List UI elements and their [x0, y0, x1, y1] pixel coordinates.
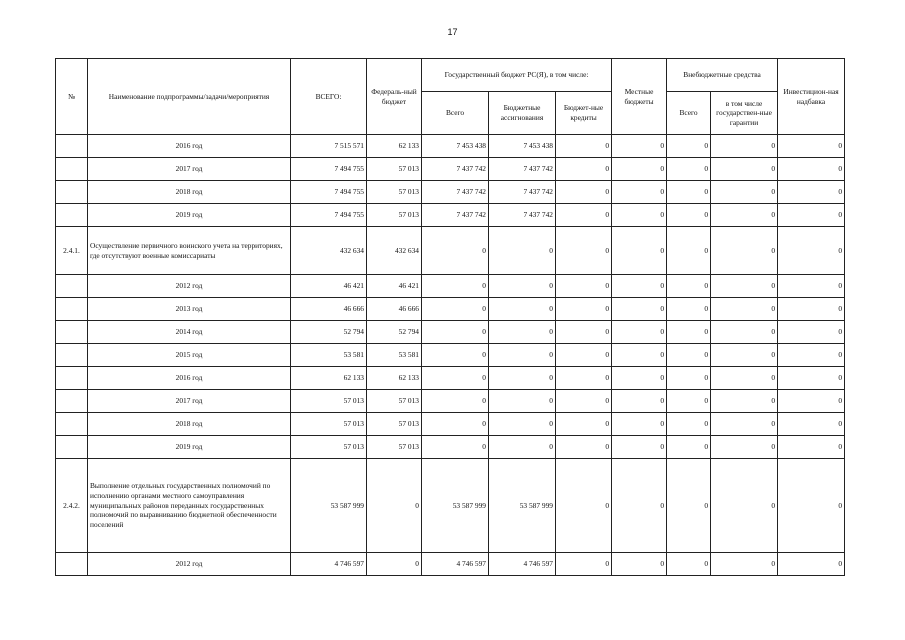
cell-allocations: 0 — [489, 367, 556, 390]
cell-allocations: 0 — [489, 390, 556, 413]
cell-federal: 46 421 — [367, 275, 422, 298]
cell-allocations: 53 587 999 — [489, 459, 556, 553]
cell-guarantees: 0 — [711, 413, 778, 436]
cell-investment: 0 — [778, 204, 845, 227]
cell-investment: 0 — [778, 436, 845, 459]
cell-investment: 0 — [778, 181, 845, 204]
cell-state-total: 4 746 597 — [422, 553, 489, 576]
cell-local: 0 — [612, 298, 667, 321]
cell-local: 0 — [612, 204, 667, 227]
cell-investment: 0 — [778, 298, 845, 321]
cell-state-total: 7 437 742 — [422, 158, 489, 181]
cell-total: 46 666 — [291, 298, 367, 321]
header-name: Наименование подпрограммы/задачи/мероприятия — [88, 59, 291, 135]
cell-federal: 57 013 — [367, 204, 422, 227]
cell-local: 0 — [612, 436, 667, 459]
cell-off-total: 0 — [667, 344, 711, 367]
cell-investment: 0 — [778, 344, 845, 367]
cell-total: 53 587 999 — [291, 459, 367, 553]
cell-state-total: 0 — [422, 436, 489, 459]
cell-name: 2018 год — [88, 413, 291, 436]
cell-credits: 0 — [556, 390, 612, 413]
cell-off-total: 0 — [667, 367, 711, 390]
cell-total: 52 794 — [291, 321, 367, 344]
header-investment: Инвестицион-ная надбавка — [778, 59, 845, 135]
cell-federal: 62 133 — [367, 135, 422, 158]
cell-name: Выполнение отдельных государственных полномочий по исполнению органами местного самоуправления муниципальных районов переданных государственных полномочий по выравниванию бюджетной обеспеченности поселений — [88, 459, 291, 553]
table-row — [56, 459, 845, 553]
table-row — [56, 321, 845, 344]
cell-total: 7 494 755 — [291, 204, 367, 227]
page-number: 17 — [447, 27, 458, 37]
table-row — [56, 204, 845, 227]
cell-total: 46 421 — [291, 275, 367, 298]
table-row — [56, 135, 845, 158]
header-local: Местные бюджеты — [612, 59, 667, 135]
cell-name: 2018 год — [88, 181, 291, 204]
cell-federal: 52 794 — [367, 321, 422, 344]
cell-state-total: 0 — [422, 344, 489, 367]
header-off-guarantees: в том числе государствен-ные гарантии — [711, 92, 778, 135]
cell-credits: 0 — [556, 413, 612, 436]
cell-local: 0 — [612, 135, 667, 158]
cell-name: 2012 год — [88, 553, 291, 576]
cell-credits: 0 — [556, 227, 612, 275]
cell-guarantees: 0 — [711, 181, 778, 204]
cell-name: Осуществление первичного воинского учета на территориях, где отсутствуют военные комиссариаты — [88, 227, 291, 275]
cell-local: 0 — [612, 158, 667, 181]
cell-off-total: 0 — [667, 390, 711, 413]
budget-table — [55, 58, 845, 576]
cell-total: 57 013 — [291, 413, 367, 436]
cell-num — [56, 344, 88, 367]
cell-off-total: 0 — [667, 459, 711, 553]
table-row — [56, 298, 845, 321]
cell-federal: 432 634 — [367, 227, 422, 275]
cell-federal: 53 581 — [367, 344, 422, 367]
cell-name: 2014 год — [88, 321, 291, 344]
cell-credits: 0 — [556, 204, 612, 227]
cell-total: 57 013 — [291, 390, 367, 413]
header-off-total: Всего — [667, 92, 711, 135]
cell-state-total: 7 437 742 — [422, 181, 489, 204]
cell-state-total: 53 587 999 — [422, 459, 489, 553]
cell-state-total: 0 — [422, 390, 489, 413]
cell-local: 0 — [612, 227, 667, 275]
cell-off-total: 0 — [667, 553, 711, 576]
cell-investment: 0 — [778, 321, 845, 344]
cell-federal: 46 666 — [367, 298, 422, 321]
cell-off-total: 0 — [667, 436, 711, 459]
table-row — [56, 553, 845, 576]
cell-total: 4 746 597 — [291, 553, 367, 576]
cell-num: 2.4.1. — [56, 227, 88, 275]
cell-credits: 0 — [556, 275, 612, 298]
cell-num — [56, 367, 88, 390]
cell-investment: 0 — [778, 275, 845, 298]
cell-num — [56, 553, 88, 576]
cell-num — [56, 135, 88, 158]
cell-allocations: 7 437 742 — [489, 158, 556, 181]
cell-num — [56, 181, 88, 204]
cell-investment: 0 — [778, 367, 845, 390]
cell-allocations: 0 — [489, 436, 556, 459]
cell-state-total: 7 453 438 — [422, 135, 489, 158]
cell-total: 7 515 571 — [291, 135, 367, 158]
cell-investment: 0 — [778, 158, 845, 181]
cell-off-total: 0 — [667, 204, 711, 227]
cell-state-total: 0 — [422, 321, 489, 344]
header-state-credits: Бюджет-ные кредиты — [556, 92, 612, 135]
cell-federal: 62 133 — [367, 367, 422, 390]
cell-local: 0 — [612, 367, 667, 390]
cell-credits: 0 — [556, 135, 612, 158]
cell-local: 0 — [612, 459, 667, 553]
header-state-allocations: Бюджетные ассигнования — [489, 92, 556, 135]
cell-total: 57 013 — [291, 436, 367, 459]
cell-local: 0 — [612, 275, 667, 298]
cell-investment: 0 — [778, 135, 845, 158]
cell-local: 0 — [612, 553, 667, 576]
cell-total: 7 494 755 — [291, 181, 367, 204]
table-header — [56, 59, 845, 135]
header-offbudget: Внебюджетные средства — [667, 59, 778, 92]
header-federal: Федераль-ный бюджет — [367, 59, 422, 135]
cell-allocations: 0 — [489, 275, 556, 298]
cell-num — [56, 158, 88, 181]
cell-name: 2012 год — [88, 275, 291, 298]
cell-allocations: 0 — [489, 227, 556, 275]
cell-state-total: 0 — [422, 367, 489, 390]
cell-investment: 0 — [778, 459, 845, 553]
table-row — [56, 275, 845, 298]
cell-credits: 0 — [556, 367, 612, 390]
cell-investment: 0 — [778, 227, 845, 275]
cell-off-total: 0 — [667, 227, 711, 275]
cell-allocations: 0 — [489, 298, 556, 321]
cell-guarantees: 0 — [711, 275, 778, 298]
header-total: ВСЕГО: — [291, 59, 367, 135]
table-row — [56, 436, 845, 459]
cell-federal: 57 013 — [367, 181, 422, 204]
cell-off-total: 0 — [667, 321, 711, 344]
cell-guarantees: 0 — [711, 344, 778, 367]
cell-num — [56, 390, 88, 413]
cell-num — [56, 321, 88, 344]
cell-off-total: 0 — [667, 158, 711, 181]
cell-credits: 0 — [556, 321, 612, 344]
cell-local: 0 — [612, 344, 667, 367]
cell-guarantees: 0 — [711, 321, 778, 344]
cell-name: 2017 год — [88, 390, 291, 413]
cell-federal: 57 013 — [367, 436, 422, 459]
cell-num — [56, 204, 88, 227]
table-row — [56, 227, 845, 275]
cell-guarantees: 0 — [711, 204, 778, 227]
cell-local: 0 — [612, 321, 667, 344]
cell-guarantees: 0 — [711, 436, 778, 459]
table-row — [56, 344, 845, 367]
cell-state-total: 0 — [422, 413, 489, 436]
cell-federal: 57 013 — [367, 158, 422, 181]
cell-guarantees: 0 — [711, 158, 778, 181]
cell-credits: 0 — [556, 158, 612, 181]
cell-federal: 0 — [367, 459, 422, 553]
cell-credits: 0 — [556, 344, 612, 367]
cell-state-total: 7 437 742 — [422, 204, 489, 227]
cell-credits: 0 — [556, 436, 612, 459]
cell-name: 2015 год — [88, 344, 291, 367]
cell-num — [56, 298, 88, 321]
cell-off-total: 0 — [667, 181, 711, 204]
cell-allocations: 0 — [489, 413, 556, 436]
cell-off-total: 0 — [667, 135, 711, 158]
table-body — [56, 135, 845, 576]
cell-allocations: 4 746 597 — [489, 553, 556, 576]
cell-off-total: 0 — [667, 413, 711, 436]
cell-num — [56, 436, 88, 459]
cell-off-total: 0 — [667, 275, 711, 298]
cell-investment: 0 — [778, 553, 845, 576]
cell-investment: 0 — [778, 413, 845, 436]
cell-credits: 0 — [556, 459, 612, 553]
cell-state-total: 0 — [422, 227, 489, 275]
cell-guarantees: 0 — [711, 459, 778, 553]
table-row — [56, 181, 845, 204]
cell-federal: 57 013 — [367, 413, 422, 436]
cell-guarantees: 0 — [711, 298, 778, 321]
table-row — [56, 158, 845, 181]
cell-allocations: 7 453 438 — [489, 135, 556, 158]
cell-total: 53 581 — [291, 344, 367, 367]
cell-num — [56, 275, 88, 298]
cell-local: 0 — [612, 181, 667, 204]
cell-credits: 0 — [556, 298, 612, 321]
cell-state-total: 0 — [422, 275, 489, 298]
cell-federal: 0 — [367, 553, 422, 576]
cell-name: 2019 год — [88, 204, 291, 227]
cell-credits: 0 — [556, 181, 612, 204]
cell-off-total: 0 — [667, 298, 711, 321]
cell-local: 0 — [612, 413, 667, 436]
cell-name: 2013 год — [88, 298, 291, 321]
cell-allocations: 7 437 742 — [489, 204, 556, 227]
cell-guarantees: 0 — [711, 135, 778, 158]
cell-guarantees: 0 — [711, 367, 778, 390]
cell-allocations: 0 — [489, 344, 556, 367]
cell-allocations: 0 — [489, 321, 556, 344]
cell-investment: 0 — [778, 390, 845, 413]
cell-state-total: 0 — [422, 298, 489, 321]
cell-allocations: 7 437 742 — [489, 181, 556, 204]
header-state-total: Всего — [422, 92, 489, 135]
cell-total: 432 634 — [291, 227, 367, 275]
cell-credits: 0 — [556, 553, 612, 576]
cell-total: 62 133 — [291, 367, 367, 390]
cell-name: 2016 год — [88, 367, 291, 390]
cell-num — [56, 413, 88, 436]
cell-guarantees: 0 — [711, 553, 778, 576]
cell-guarantees: 0 — [711, 227, 778, 275]
cell-total: 7 494 755 — [291, 158, 367, 181]
table-row — [56, 390, 845, 413]
cell-num: 2.4.2. — [56, 459, 88, 553]
header-state-budget: Государственный бюджет РС(Я), в том числе: — [422, 59, 612, 92]
header-num: № — [56, 59, 88, 135]
cell-federal: 57 013 — [367, 390, 422, 413]
table-row — [56, 367, 845, 390]
cell-name: 2019 год — [88, 436, 291, 459]
cell-name: 2016 год — [88, 135, 291, 158]
cell-guarantees: 0 — [711, 390, 778, 413]
table-row — [56, 413, 845, 436]
cell-local: 0 — [612, 390, 667, 413]
cell-name: 2017 год — [88, 158, 291, 181]
